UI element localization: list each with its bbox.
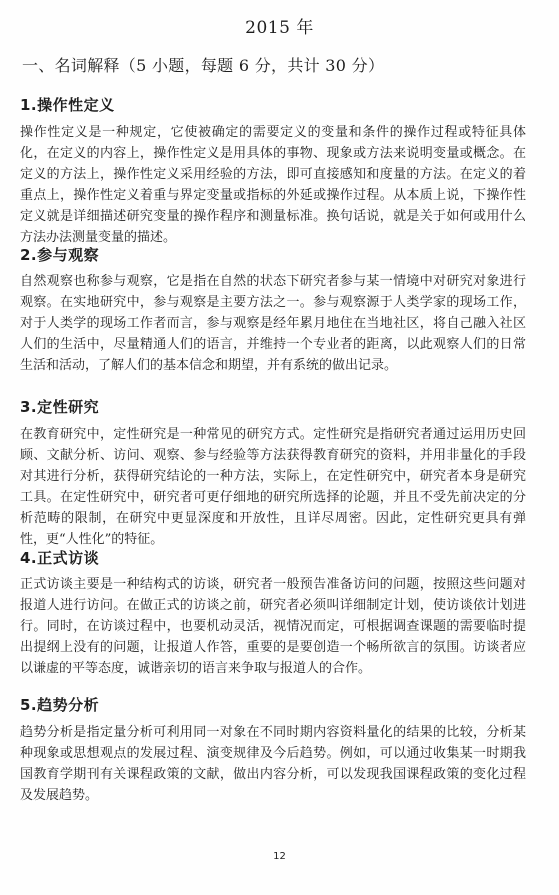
- term-body-5: 趋势分析是指定量分析可利用同一对象在不同时期内容资料量化的结果的比较，分析某种现象或思想观点的发展过程、演变规律及今后趋势。例如，可以通过收集某一时期我国教育学期刊有关课程政策的文献，做出内容分析，可以发现我国课程政策的变化过程及发展趋势。: [20, 725, 526, 803]
- term-body-3: 在教育研究中，定性研究是一种常见的研究方式。定性研究是指研究者通过运用历史回顾、文献分析、访问、观察、参与经验等方法获得教育研究的资料，并用非量化的手段对其进行分析，获得研究结论的一种方法，实际上，在定性研究中，研究者本身是研究工具。在定性研究中，研究者可更仔细地的研究所选择的论题，并且不受先前决定的分析范畴的限制，在研究中更显深度和开放性，且详尽周密。因此，定性研究更具有弹性，更“人性化”的特征。: [20, 427, 526, 547]
- term-heading-4: 4.正式访谈: [20, 549, 100, 567]
- term-body-4: 正式访谈主要是一种结构式的访谈，研究者一般预告准备访问的问题，按照这些问题对报道人进行访问。在做正式的访谈之前，研究者必须叫详细制定计划，使访谈依计划进行。同时，在访谈过程中，也要机动灵活，视情况而定，可根据调查课题的需要临时提出提纲上没有的问题，让报道人作答，重要的是要创造一个畅所欲言的氛围。访谈者应以谦虚的平等态度，诚谐亲切的语言来争取与报道人的合作。: [20, 577, 526, 676]
- year-title: 2015 年: [245, 18, 314, 38]
- term-heading-1: 1.操作性定义: [20, 96, 115, 114]
- section-title: 一、名词解释（5 小题，每题 6 分，共计 30 分）: [22, 56, 385, 75]
- term-body-2: 自然观察也称参与观察，它是指在自然的状态下研究者参与某一情境中对研究对象进行观察。在实地研究中，参与观察是主要方法之一。参与观察源于人类学家的现场工作，对于人类学的现场工作者而言，参与观察是经年累月地住在当地社区，将自己融入社区人们的生活中，尽量精通人们的语言，并维持一个专业者的距离，以此观察人们的日常生活和活动，了解人们的基本信念和期望，并有系统的做出记录。: [20, 274, 526, 373]
- term-heading-2: 2.参与观察: [20, 246, 100, 264]
- term-heading-5: 5.趋势分析: [20, 696, 100, 714]
- term-heading-3: 3.定性研究: [20, 398, 100, 416]
- term-body-1: 操作性定义是一种规定，它使被确定的需要定义的变量和条件的操作过程或特征具体化，在定义的内容上，操作性定义是用具体的事物、现象或方法来说明变量或概念。在定义的方法上，操作性定义采用经验的方法，即可直接感知和度量的方法。在定义的着重点上，操作性定义着重与界定变量或指标的外延或操作过程。从本质上说，下操作性定义就是详细描述研究变量的操作程序和测量标准。换句话说，就是关于如何或用什么方法办法测量变量的描述。: [20, 125, 526, 245]
- page-number: 12: [273, 851, 286, 862]
